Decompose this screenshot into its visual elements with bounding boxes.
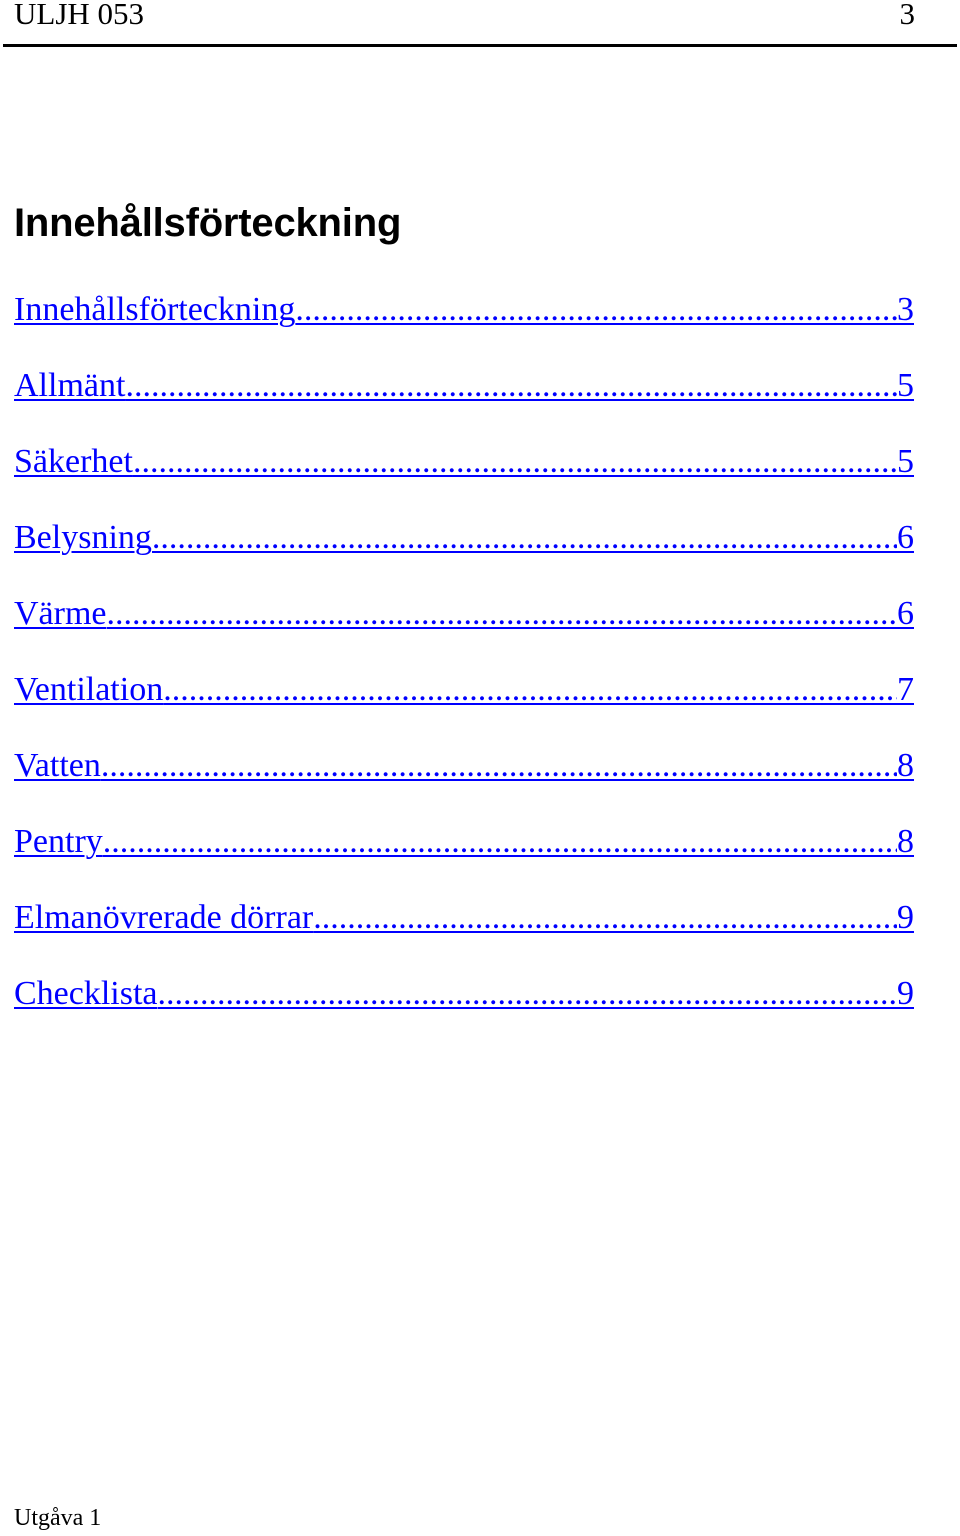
toc-entry-page: 8 <box>897 747 914 784</box>
toc-entry-page: 9 <box>897 975 914 1012</box>
toc-entry-elmanovrerade-dorrar[interactable] <box>14 896 914 972</box>
toc-entry-page: 3 <box>897 291 914 328</box>
toc-entry-page: 8 <box>897 823 914 860</box>
toc-entry-title: Belysning <box>14 519 152 556</box>
toc-entry-innehallsforteckning[interactable] <box>14 288 914 364</box>
toc-entry-title: Ventilation <box>14 671 164 708</box>
header-divider <box>3 44 957 47</box>
document-code: ULJH 053 <box>14 0 145 31</box>
page-number: 3 <box>899 0 915 31</box>
toc-entry-title: Säkerhet <box>14 443 133 480</box>
toc-entry-title: Checklista <box>14 975 158 1012</box>
toc-entry-title: Värme <box>14 595 107 632</box>
toc-dot-leader <box>125 364 897 408</box>
toc-entry-page: 6 <box>897 519 914 556</box>
toc-entry-vatten[interactable] <box>14 744 914 820</box>
table-of-contents <box>14 288 914 1048</box>
toc-entry-page: 9 <box>897 899 914 936</box>
toc-entry-ventilation[interactable] <box>14 668 914 744</box>
toc-dot-leader <box>163 668 897 712</box>
toc-entry-page: 5 <box>897 443 914 480</box>
toc-entry-title: Innehållsförteckning <box>14 291 296 328</box>
toc-entry-title: Vatten <box>14 747 101 784</box>
toc-entry-checklista[interactable] <box>14 972 914 1048</box>
toc-entry-varme[interactable] <box>14 592 914 668</box>
toc-entry-page: 6 <box>897 595 914 632</box>
toc-entry-page: 7 <box>897 671 914 708</box>
toc-dot-leader <box>101 744 897 788</box>
toc-entry-page: 5 <box>897 367 914 404</box>
toc-dot-leader <box>158 972 897 1016</box>
toc-entry-pentry[interactable] <box>14 820 914 896</box>
toc-dot-leader <box>313 896 897 940</box>
toc-heading: Innehållsförteckning <box>14 201 402 245</box>
edition-label: Utgåva 1 <box>14 1505 102 1531</box>
toc-entry-sakerhet[interactable] <box>14 440 914 516</box>
page-header <box>14 0 915 36</box>
toc-dot-leader <box>152 516 897 560</box>
toc-entry-title: Pentry <box>14 823 103 860</box>
toc-entry-belysning[interactable] <box>14 516 914 592</box>
toc-entry-title: Allmänt <box>14 367 126 404</box>
toc-entry-title: Elmanövrerade dörrar <box>14 899 314 936</box>
toc-dot-leader <box>295 288 897 332</box>
toc-entry-allmant[interactable] <box>14 364 914 440</box>
toc-dot-leader <box>133 440 897 484</box>
toc-dot-leader <box>103 820 897 864</box>
page-footer <box>14 1503 101 1533</box>
toc-dot-leader <box>107 592 897 636</box>
